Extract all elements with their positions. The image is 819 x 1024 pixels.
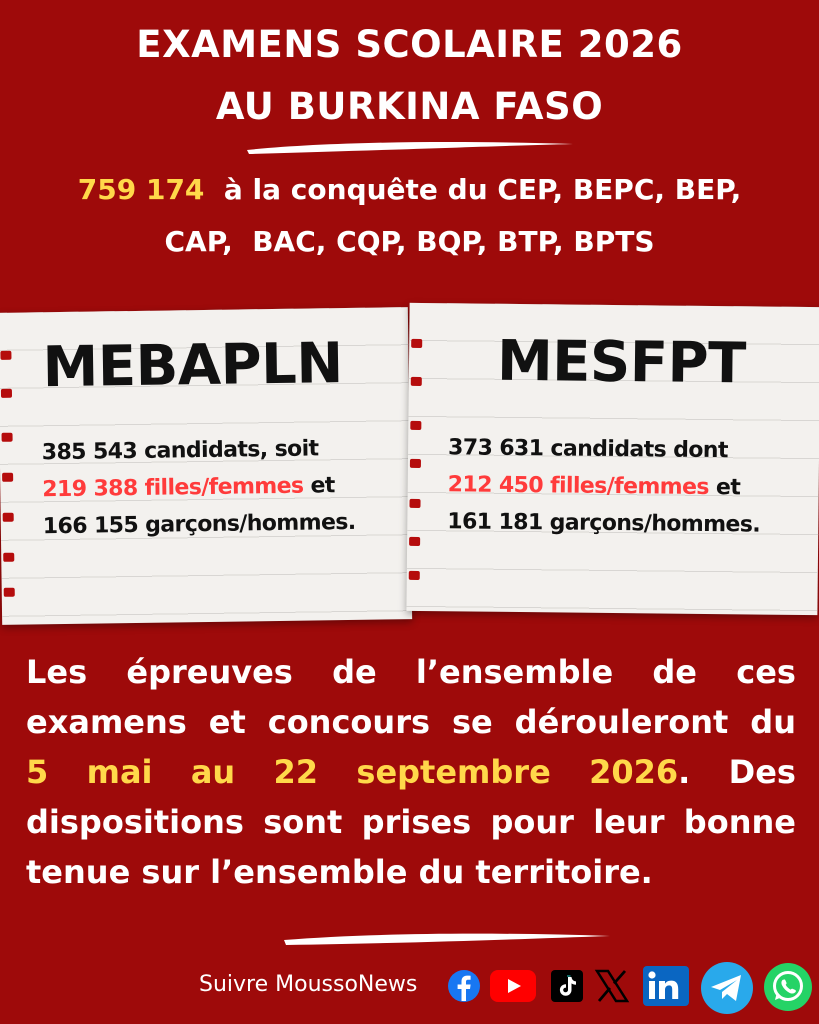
paragraph-row xyxy=(26,797,796,847)
paragraph-row xyxy=(26,647,796,697)
binder-hole xyxy=(4,588,15,597)
card-line2 xyxy=(448,466,741,506)
paragraph-last-line: tenue sur l’ensemble du territoire. xyxy=(26,853,653,891)
info-paragraph xyxy=(26,647,796,897)
word: et xyxy=(208,703,246,741)
date-word: mai xyxy=(86,753,153,791)
page-title-line1: EXAMENS SCOLAIRE 2026 xyxy=(136,23,683,66)
youtube-icon[interactable] xyxy=(490,970,536,1002)
card-line3: 161 181 garçons/hommes. xyxy=(447,509,761,538)
subtitle-line1-text: à la conquête du CEP, BEPC, BEP, xyxy=(204,173,742,206)
word: ces xyxy=(736,653,796,691)
card-line1: 373 631 candidats dont xyxy=(447,435,728,464)
card-female-count: 219 388 filles/femmes xyxy=(42,473,304,503)
word: concours xyxy=(267,703,431,741)
linkedin-icon[interactable] xyxy=(643,966,689,1006)
card-line3: 166 155 garçons/hommes. xyxy=(42,509,356,540)
date-word: 2026 xyxy=(589,753,679,791)
word: se xyxy=(451,703,493,741)
x-icon[interactable] xyxy=(594,968,630,1004)
subtitle-line1 xyxy=(0,173,819,206)
telegram-icon[interactable] xyxy=(701,962,753,1014)
follow-label: Suivre MoussoNews xyxy=(199,972,418,997)
word: dispositions xyxy=(26,803,244,841)
total-candidates: 759 174 xyxy=(77,173,205,206)
binder-hole xyxy=(409,571,420,580)
date-word: septembre xyxy=(356,753,551,791)
binder-hole xyxy=(411,377,422,386)
brush-underline-bottom xyxy=(282,930,612,948)
binder-hole xyxy=(1,389,12,398)
subtitle-line2: CAP, BAC, CQP, BQP, BTP, BPTS xyxy=(164,225,655,258)
word: de xyxy=(332,653,377,691)
binder-hole xyxy=(0,351,11,360)
date-word: au xyxy=(190,753,236,791)
card-mebapln xyxy=(0,307,412,625)
card-line2-rest: et xyxy=(708,475,741,501)
paragraph-row xyxy=(26,847,796,897)
word: de xyxy=(652,653,697,691)
binder-hole xyxy=(410,459,421,468)
card-title: MESFPT xyxy=(496,328,747,397)
word: bonne xyxy=(683,803,796,841)
word: . xyxy=(678,753,691,791)
binder-hole xyxy=(409,537,420,546)
word: épreuves xyxy=(126,653,293,691)
tiktok-icon[interactable] xyxy=(551,970,583,1002)
card-line2 xyxy=(42,467,335,508)
card-line1: 385 543 candidats, soit xyxy=(41,436,319,466)
word: leur xyxy=(593,803,665,841)
paragraph-row xyxy=(26,697,796,747)
card-line2-rest: et xyxy=(303,473,335,499)
date-word: 5 xyxy=(26,753,49,791)
card-female-count: 212 450 filles/femmes xyxy=(447,472,710,500)
word: Les xyxy=(26,653,88,691)
card-title: MEBAPLN xyxy=(42,331,344,401)
word: du xyxy=(750,703,796,741)
date-word: 22 xyxy=(273,753,319,791)
binder-hole xyxy=(409,499,420,508)
brush-underline-top xyxy=(245,138,575,156)
word: pour xyxy=(490,803,574,841)
binder-hole xyxy=(3,513,14,522)
binder-hole xyxy=(410,421,421,430)
page-title-line2: AU BURKINA FASO xyxy=(215,85,604,128)
word: l’ensemble xyxy=(415,653,614,691)
word: dérouleront xyxy=(514,703,729,741)
word: prises xyxy=(361,803,472,841)
binder-hole xyxy=(411,339,422,348)
binder-hole xyxy=(3,553,14,562)
whatsapp-icon[interactable] xyxy=(763,962,813,1012)
word: sont xyxy=(263,803,343,841)
binder-hole xyxy=(2,433,13,442)
paragraph-row-dates xyxy=(26,747,796,797)
word: examens xyxy=(26,703,187,741)
card-mesfpt xyxy=(406,303,819,615)
binder-hole xyxy=(2,473,13,482)
word: Des xyxy=(728,753,796,791)
facebook-icon[interactable] xyxy=(448,970,480,1002)
